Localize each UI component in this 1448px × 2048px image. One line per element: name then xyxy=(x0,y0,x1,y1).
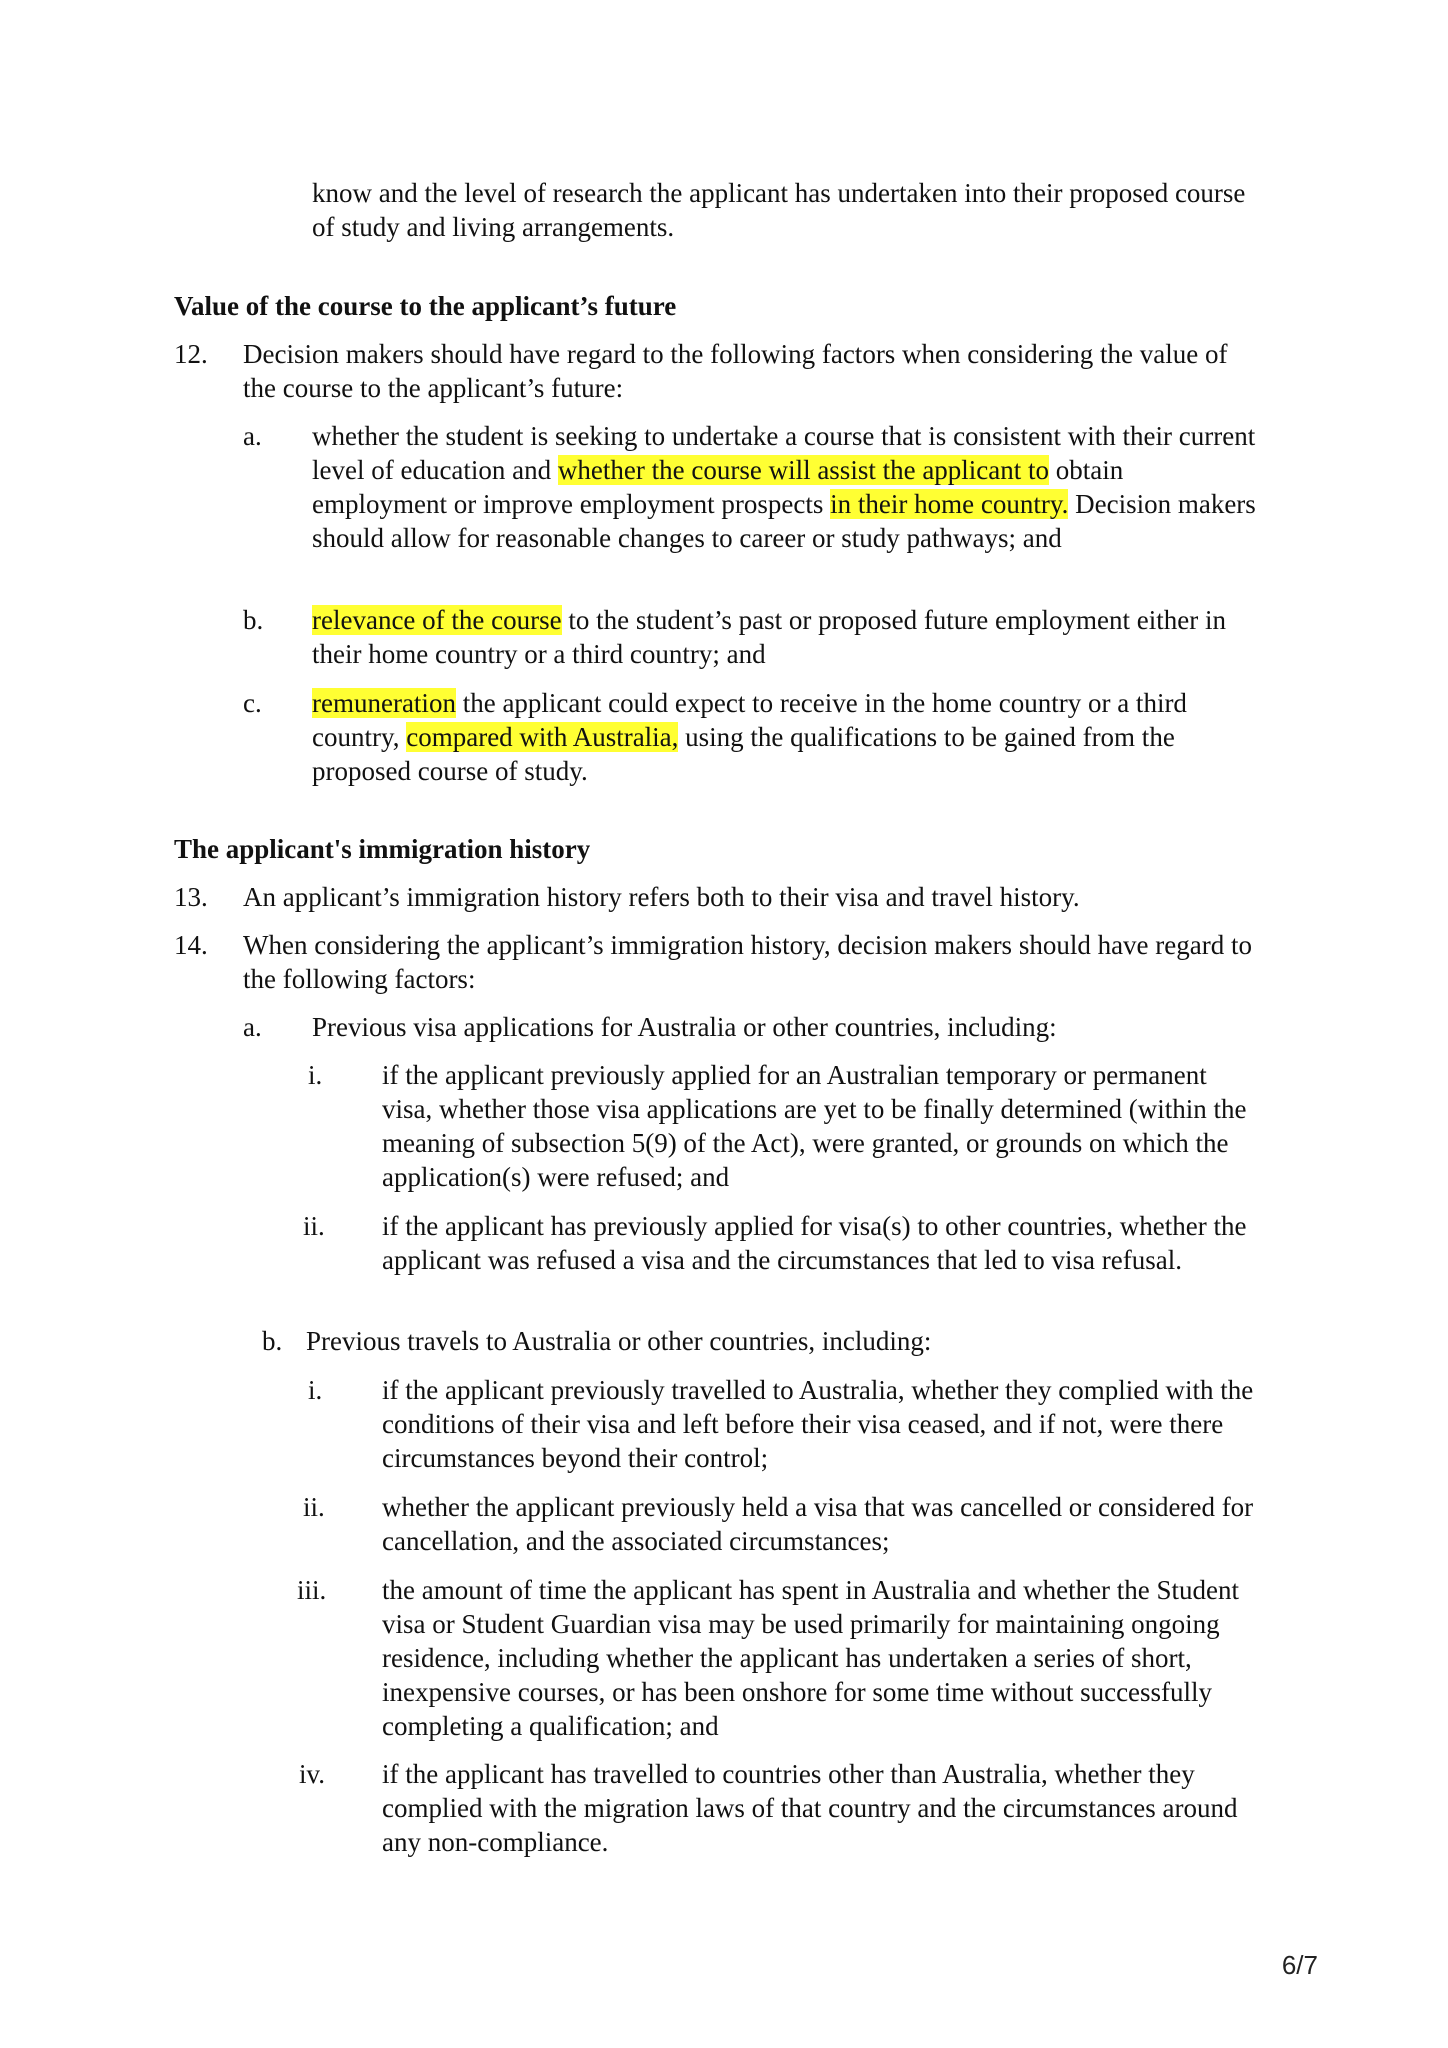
item-12-text: Decision makers should have regard to the following factors when considering the value of the course to the applicant’s future: xyxy=(243,339,1228,403)
highlighted-text: remuneration xyxy=(312,688,456,718)
subitem-text: if the applicant has travelled to countries other than Australia, whether they complied with the migration laws of that country and the circumstances around any non-compliance. xyxy=(382,1759,1238,1857)
highlighted-text: in their home country. xyxy=(830,489,1069,519)
item-12c-text xyxy=(312,686,1262,788)
text-run: whether the student is seeking to undertake a course that is consistent with their current level of education and xyxy=(312,421,1256,485)
subitem-label: i. xyxy=(308,1375,323,1405)
subitem-label: iii. xyxy=(297,1575,327,1605)
item-number: 14. xyxy=(174,930,208,960)
item-14a-text: Previous visa applications for Australia or other countries, including: xyxy=(312,1012,1057,1042)
item-label: b. xyxy=(243,605,264,635)
item-12b-text xyxy=(312,603,1262,671)
item-label: a. xyxy=(243,421,262,451)
item-label: a. xyxy=(243,1012,262,1042)
item-number: 13. xyxy=(174,882,208,912)
item-13-text: An applicant’s immigration history refers both to their visa and travel history. xyxy=(243,882,1080,912)
subitem-text: if the applicant has previously applied for visa(s) to other countries, whether the applicant was refused a visa and the circumstances that led to visa refusal. xyxy=(382,1211,1247,1275)
subitem-label: ii. xyxy=(303,1492,325,1522)
item-14-text: When considering the applicant’s immigration history, decision makers should have regard to the following factors: xyxy=(243,930,1252,994)
highlighted-text: whether the course will assist the applicant to xyxy=(557,455,1050,485)
subitem-text: the amount of time the applicant has spent in Australia and whether the Student visa or Student Guardian visa may be used primarily for maintaining ongoing residence, including whether the applicant has undertaken a series of short, inexpensive courses, or has been onshore for some time without successfully completing a qualification; and xyxy=(382,1575,1240,1741)
text-run: obtain employment or improve employment prospects xyxy=(312,455,1124,519)
text-run: to the student’s past or proposed future employment either in their home country or a third country; and xyxy=(312,605,1226,669)
item-12a-text xyxy=(312,419,1262,555)
subitem-text: if the applicant previously travelled to Australia, whether they complied with the conditions of their visa and left before their visa ceased, and if not, were there circumstances beyond their control; xyxy=(382,1375,1254,1473)
item-14b-text: Previous travels to Australia or other countries, including: xyxy=(306,1326,932,1356)
highlighted-text: relevance of the course xyxy=(312,605,562,635)
text-run: the applicant could expect to receive in the home country or a third country, xyxy=(312,688,1187,752)
item-label: b. xyxy=(262,1326,283,1356)
text-run: Decision makers should allow for reasonable changes to career or study pathways; and xyxy=(312,489,1256,553)
subitem-text: if the applicant previously applied for an Australian temporary or permanent visa, whether those visa applications are yet to be finally determined (within the meaning of subsection 5(9) of the Act), were granted, or grounds on which the application(s) were refused; and xyxy=(382,1060,1247,1192)
item-label: c. xyxy=(243,688,262,718)
intro-continuation: know and the level of research the applicant has undertaken into their proposed course of study and living arrangements. xyxy=(312,178,1246,242)
subitem-text: whether the applicant previously held a visa that was cancelled or considered for cancellation, and the associated circumstances; xyxy=(382,1492,1254,1556)
page-number: 6/7 xyxy=(1281,1950,1318,1980)
item-number: 12. xyxy=(174,339,208,369)
subitem-label: i. xyxy=(308,1060,323,1090)
section-heading-history: The applicant's immigration history xyxy=(174,834,591,864)
subitem-label: ii. xyxy=(303,1211,325,1241)
text-run: using the qualifications to be gained from the proposed course of study. xyxy=(312,722,1175,786)
section-heading-value: Value of the course to the applicant’s future xyxy=(174,291,677,321)
subitem-label: iv. xyxy=(299,1759,325,1789)
highlighted-text: compared with Australia, xyxy=(406,722,679,752)
